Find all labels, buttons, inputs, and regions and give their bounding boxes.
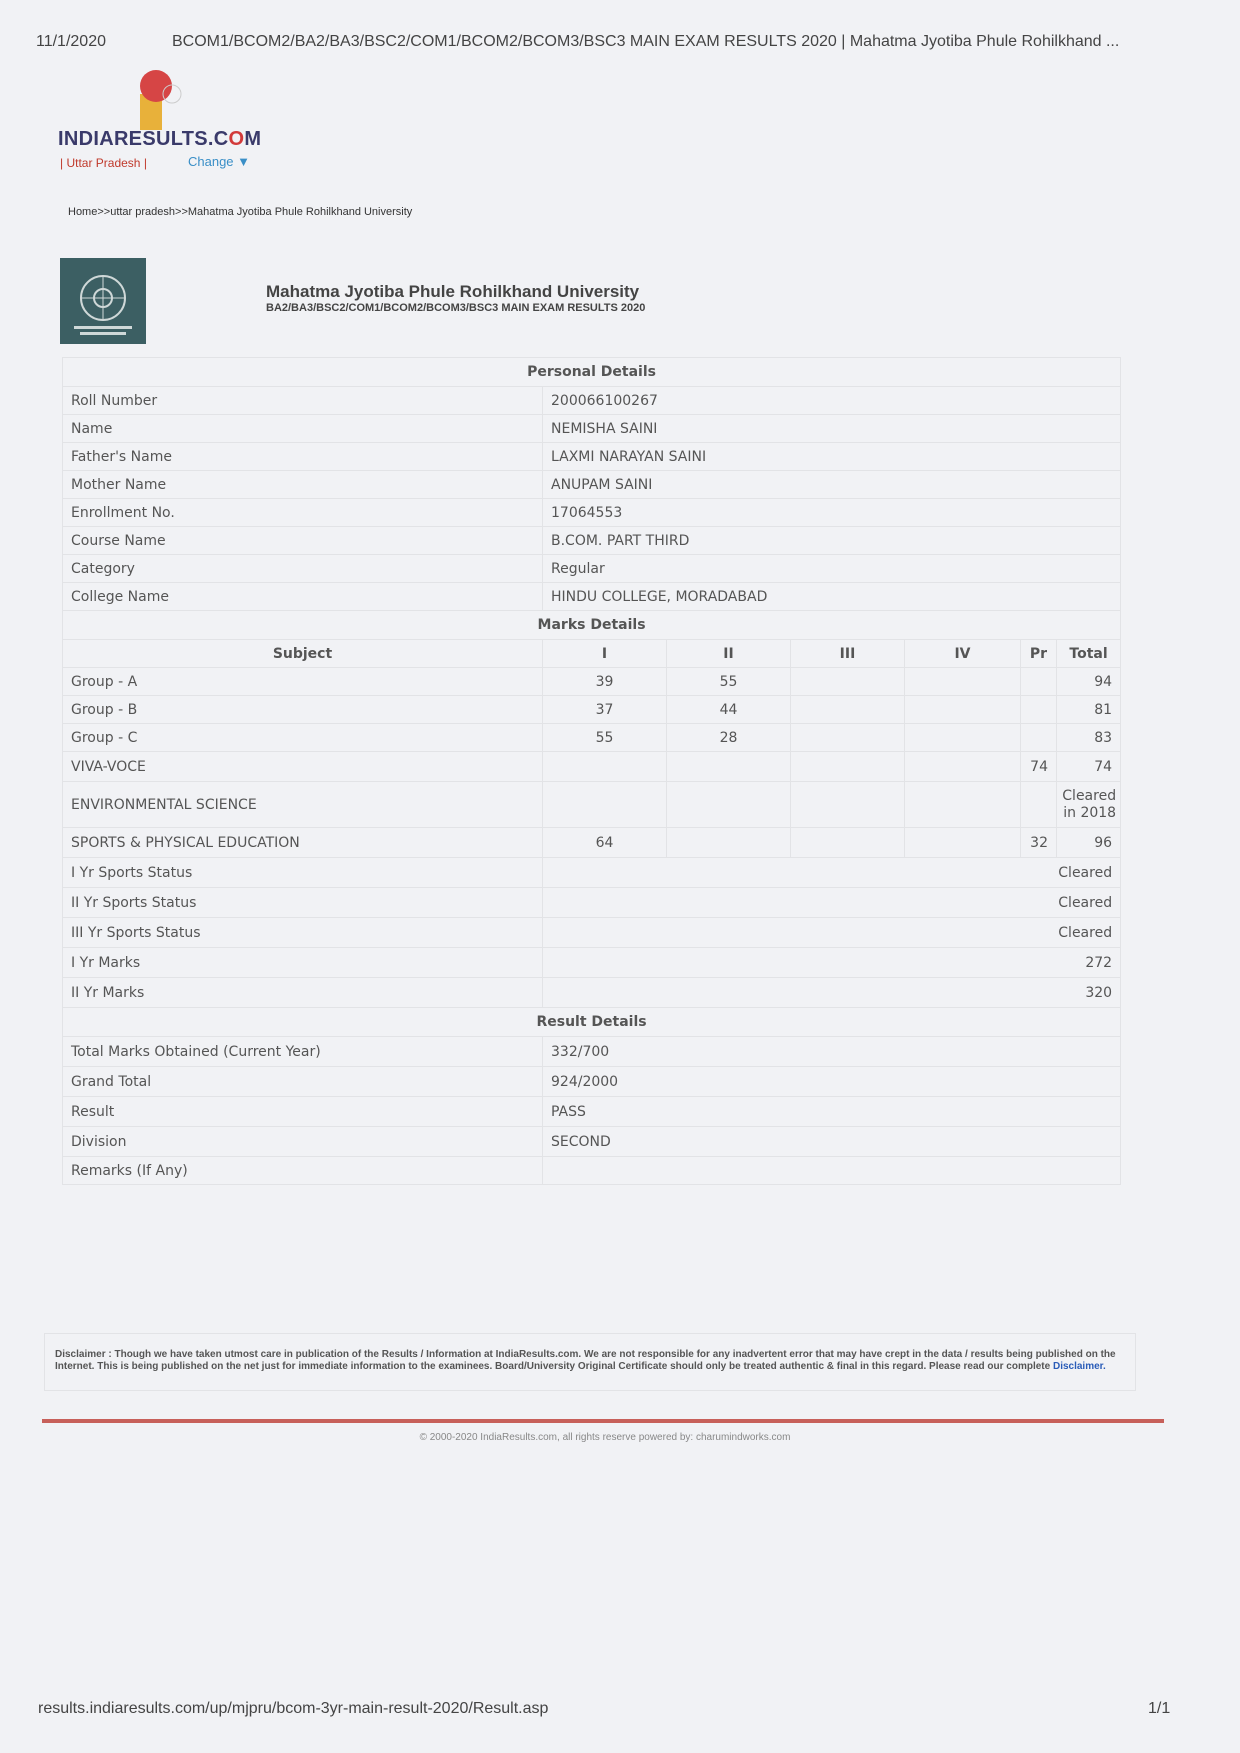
table-row: II Yr Sports Status Cleared (63, 888, 1121, 918)
breadcrumb-university: Mahatma Jyotiba Phule Rohilkhand University (187, 206, 413, 218)
breadcrumb-state[interactable]: uttar pradesh (110, 206, 176, 218)
table-row: VIVA-VOCE 74 74 (63, 752, 1121, 782)
table-row: I Yr Sports Status Cleared (63, 858, 1121, 888)
exam-title: BA2/BA3/BSC2/COM1/BCOM2/BCOM3/BSC3 MAIN EXAM RESULTS 2020 (266, 302, 646, 314)
university-emblem-icon (60, 258, 146, 344)
table-row: Enrollment No. 17064553 (63, 499, 1121, 527)
table-row: SPORTS & PHYSICAL EDUCATION 64 32 96 (63, 828, 1121, 858)
table-row: Category Regular (63, 555, 1121, 583)
table-row: Grand Total 924/2000 (63, 1067, 1121, 1097)
disclaimer-link[interactable]: Disclaimer. (1052, 1361, 1106, 1372)
university-logo (60, 258, 146, 344)
print-url: results.indiaresults.com/up/mjpru/bcom-3yr-main-result-2020/Result.asp (38, 1700, 549, 1717)
change-state-link[interactable]: Change ▼ (188, 154, 251, 169)
breadcrumb: Home>>uttar pradesh>>Mahatma Jyotiba Phule Rohilkhand University (68, 206, 413, 218)
table-row: I Yr Marks 272 (63, 948, 1121, 978)
table-row: Father's Name LAXMI NARAYAN SAINI (63, 443, 1121, 471)
state-label: | Uttar Pradesh | (60, 156, 147, 170)
print-page-number: 1/1 (1148, 1700, 1171, 1717)
table-row: ENVIRONMENTAL SCIENCE Cleared in 2018 (63, 782, 1121, 828)
disclaimer-box (44, 1333, 1136, 1391)
table-row: Remarks (If Any) (63, 1157, 1121, 1185)
table-row: Mother Name ANUPAM SAINI (63, 471, 1121, 499)
table-row: Course Name B.COM. PART THIRD (63, 527, 1121, 555)
table-row: Total Marks Obtained (Current Year) 332/700 (63, 1037, 1121, 1067)
site-logo[interactable] (58, 60, 262, 180)
marks-header-row: Subject I II III IV Pr Total (63, 640, 1121, 668)
print-page-title: BCOM1/BCOM2/BA2/BA3/BSC2/COM1/BCOM2/BCOM3/BSC3 MAIN EXAM RESULTS 2020 | Mahatma Jyotiba Phule Rohilkhand ... (172, 33, 1120, 50)
personal-details-heading: Personal Details (63, 358, 1121, 387)
table-row: II Yr Marks 320 (63, 978, 1121, 1008)
table-row: Roll Number 200066100267 (63, 387, 1121, 415)
marks-details-heading: Marks Details (63, 611, 1121, 640)
result-table (62, 357, 1121, 1185)
logo-mark-icon (132, 66, 182, 136)
result-details-heading: Result Details (63, 1008, 1121, 1037)
table-row: Group - C 55 28 83 (63, 724, 1121, 752)
copyright-text: © 2000-2020 IndiaResults.com, all rights reserve powered by: charumindworks.com (419, 1432, 791, 1443)
site-logo-text: INDIARESULTS.COM (58, 128, 262, 150)
disclaimer-text: Disclaimer : Though we have taken utmost care in publication of the Results / Information at IndiaResults.com. We are not responsible for any inadvertent error that may have crept in the data / results being published on the Internet. This is being published on the net just for immediate information to the examinees. Board/University Original Certificate should only be treated authentic & final in this regard. Please read our complete (55, 1349, 1116, 1372)
table-row: Group - B 37 44 81 (63, 696, 1121, 724)
table-row: Name NEMISHA SAINI (63, 415, 1121, 443)
table-row: Group - A 39 55 94 (63, 668, 1121, 696)
table-row: College Name HINDU COLLEGE, MORADABAD (63, 583, 1121, 611)
breadcrumb-home[interactable]: Home (68, 206, 98, 218)
print-date: 11/1/2020 (36, 33, 106, 50)
table-row: Result PASS (63, 1097, 1121, 1127)
table-row: Division SECOND (63, 1127, 1121, 1157)
university-name: Mahatma Jyotiba Phule Rohilkhand University (266, 282, 640, 301)
footer-divider (42, 1419, 1164, 1423)
table-row: III Yr Sports Status Cleared (63, 918, 1121, 948)
